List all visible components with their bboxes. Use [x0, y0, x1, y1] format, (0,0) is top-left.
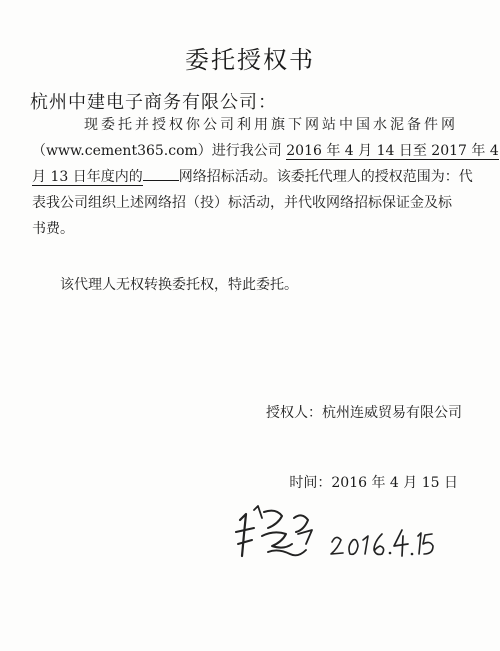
- body-paragraph: [32, 112, 499, 242]
- date-line: 时间：2016 年 4 月 15 日: [289, 475, 458, 491]
- document-title: 委托授权书: [185, 46, 315, 74]
- blank-fill-line: [143, 166, 179, 181]
- addressee: 杭州中建电子商务有限公司：: [30, 92, 277, 113]
- body-line-1: 现委托并授权你公司利用旗下网站中国水泥备件网: [84, 117, 458, 133]
- body-line-5: 书费。: [32, 221, 74, 237]
- statement-paragraph: 该代理人无权转换委托权，特此委托。: [60, 277, 298, 293]
- body-line-2: [32, 138, 499, 164]
- body-line-4: 表我公司组织上述网络招（投）标活动，并代收网络招标保证金及标: [32, 195, 452, 211]
- handwritten-signature-icon: [232, 498, 442, 570]
- authorization-period-end: 月 13 日年度内的: [32, 169, 143, 185]
- scope-text: 网络招标活动。该委托代理人的授权范围为：代: [178, 169, 473, 185]
- body-line-3: [32, 164, 472, 190]
- grantor-line: 授权人：杭州连威贸易有限公司: [266, 405, 462, 421]
- website-reference: （www.cement365.com）进行我公司: [32, 143, 287, 159]
- authorization-period-start: 2016 年 4 月 14 日至 2017 年 4: [286, 143, 499, 159]
